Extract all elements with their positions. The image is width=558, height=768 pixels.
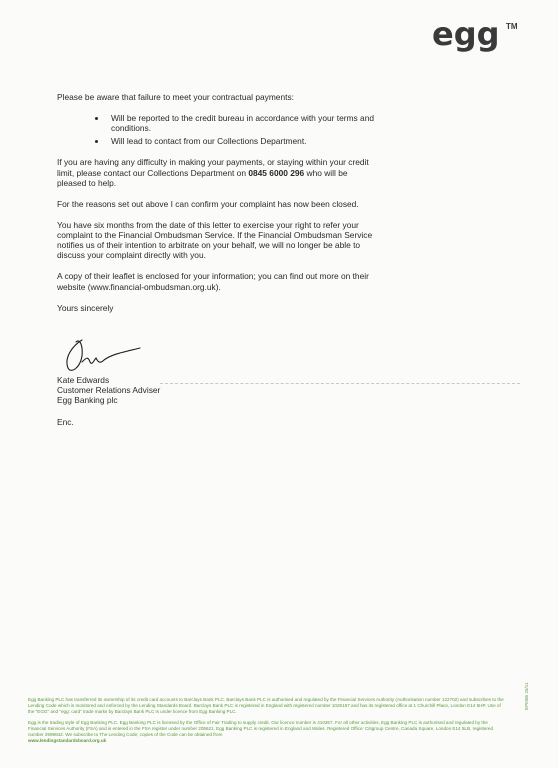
enclosure-note: Enc. (57, 417, 74, 427)
intro-paragraph: Please be aware that failure to meet your contractual payments: (57, 92, 294, 102)
consequence-list (57, 113, 377, 147)
document-reference-code: EPI086 20/11 (524, 682, 529, 710)
footer-paragraph-barclays: Egg Banking PLC has transferred its ownership of its credit card accounts to Barclays Bank PLC. Barclays Bank PLC is authorised and regulated by the Financial Services Authority (Authorisation number 122702) and subscribes to the Lending Code which is monitored and enforced by the Lending Standards Board. Barclays Bank PLC is registered in England with registered number 1026167 and has its registered office at 1 Churchill Place, London E14 5HP. Use of the "EGG" and "egg: card" trade marks by Barclays Bank PLC is under licence from Egg Banking PLC. (28, 697, 504, 715)
difficulty-text-end: who will be pleased to help. (57, 167, 348, 188)
difficulty-text-start: If you are having any difficulty in making your payments, or staying within your credit limit, please contact our Collections Department on (57, 157, 369, 178)
list-item: • Will lead to contact from our Collections Department. (107, 136, 377, 146)
lending-standards-link[interactable]: www.lendingstandardsboard.org.uk (28, 738, 107, 744)
salutation: Yours sincerely (57, 302, 114, 313)
leaflet-paragraph: A copy of their leaflet is enclosed for your information; you can find out more on their website (www.financial-ombudsman.org.uk). (57, 271, 369, 292)
letter-body (57, 92, 377, 324)
signer-company: Egg Banking plc (57, 395, 118, 406)
closure-paragraph: For the reasons set out above I can confirm your complaint has now been closed. (57, 198, 359, 209)
footer-paragraph-egg (28, 720, 506, 745)
list-item: • Will be reported to the credit bureau in accordance with your terms and conditions. (107, 113, 377, 133)
ombudsman-paragraph: You have six months from the date of this letter to exercise your right to refer your complaint to the Financial Ombudsman Service. If the Financial Ombudsman Service notifies us of their intention to arbitrate on your behalf, we will no longer be able to discuss your complaint directly with you. (57, 219, 373, 261)
trademark-mark: TM (506, 22, 518, 31)
egg-logo: egg (432, 15, 500, 53)
footer-paragraph-egg-text: Egg is the trading style of Egg Banking PLC. Egg Banking PLC is licensed by the Office of Fair Trading to supply credit. Our licence number is 410357. For all other activities, Egg Banking PLC is authorised and regulated by the Financial Services Authority (FSA) and is entered in the FSA register under number 205621. Egg Banking PLC is registered in England and Wales. Registered Office: Citigroup Centre, Canada Square, London E14 5LB, registered number 2999842. We subscribe to The Lending Code; copies of the Code can be obtained from (28, 719, 493, 738)
signer-name: Kate Edwards (57, 375, 110, 385)
signature-block (57, 375, 160, 406)
difficulty-paragraph (57, 157, 377, 188)
signer-title: Customer Relations Adviser (57, 385, 161, 396)
collections-phone-number: 0845 6000 296 (248, 167, 305, 178)
handwritten-signature (60, 332, 150, 376)
legal-footer (28, 697, 506, 748)
fold-line (160, 383, 520, 385)
